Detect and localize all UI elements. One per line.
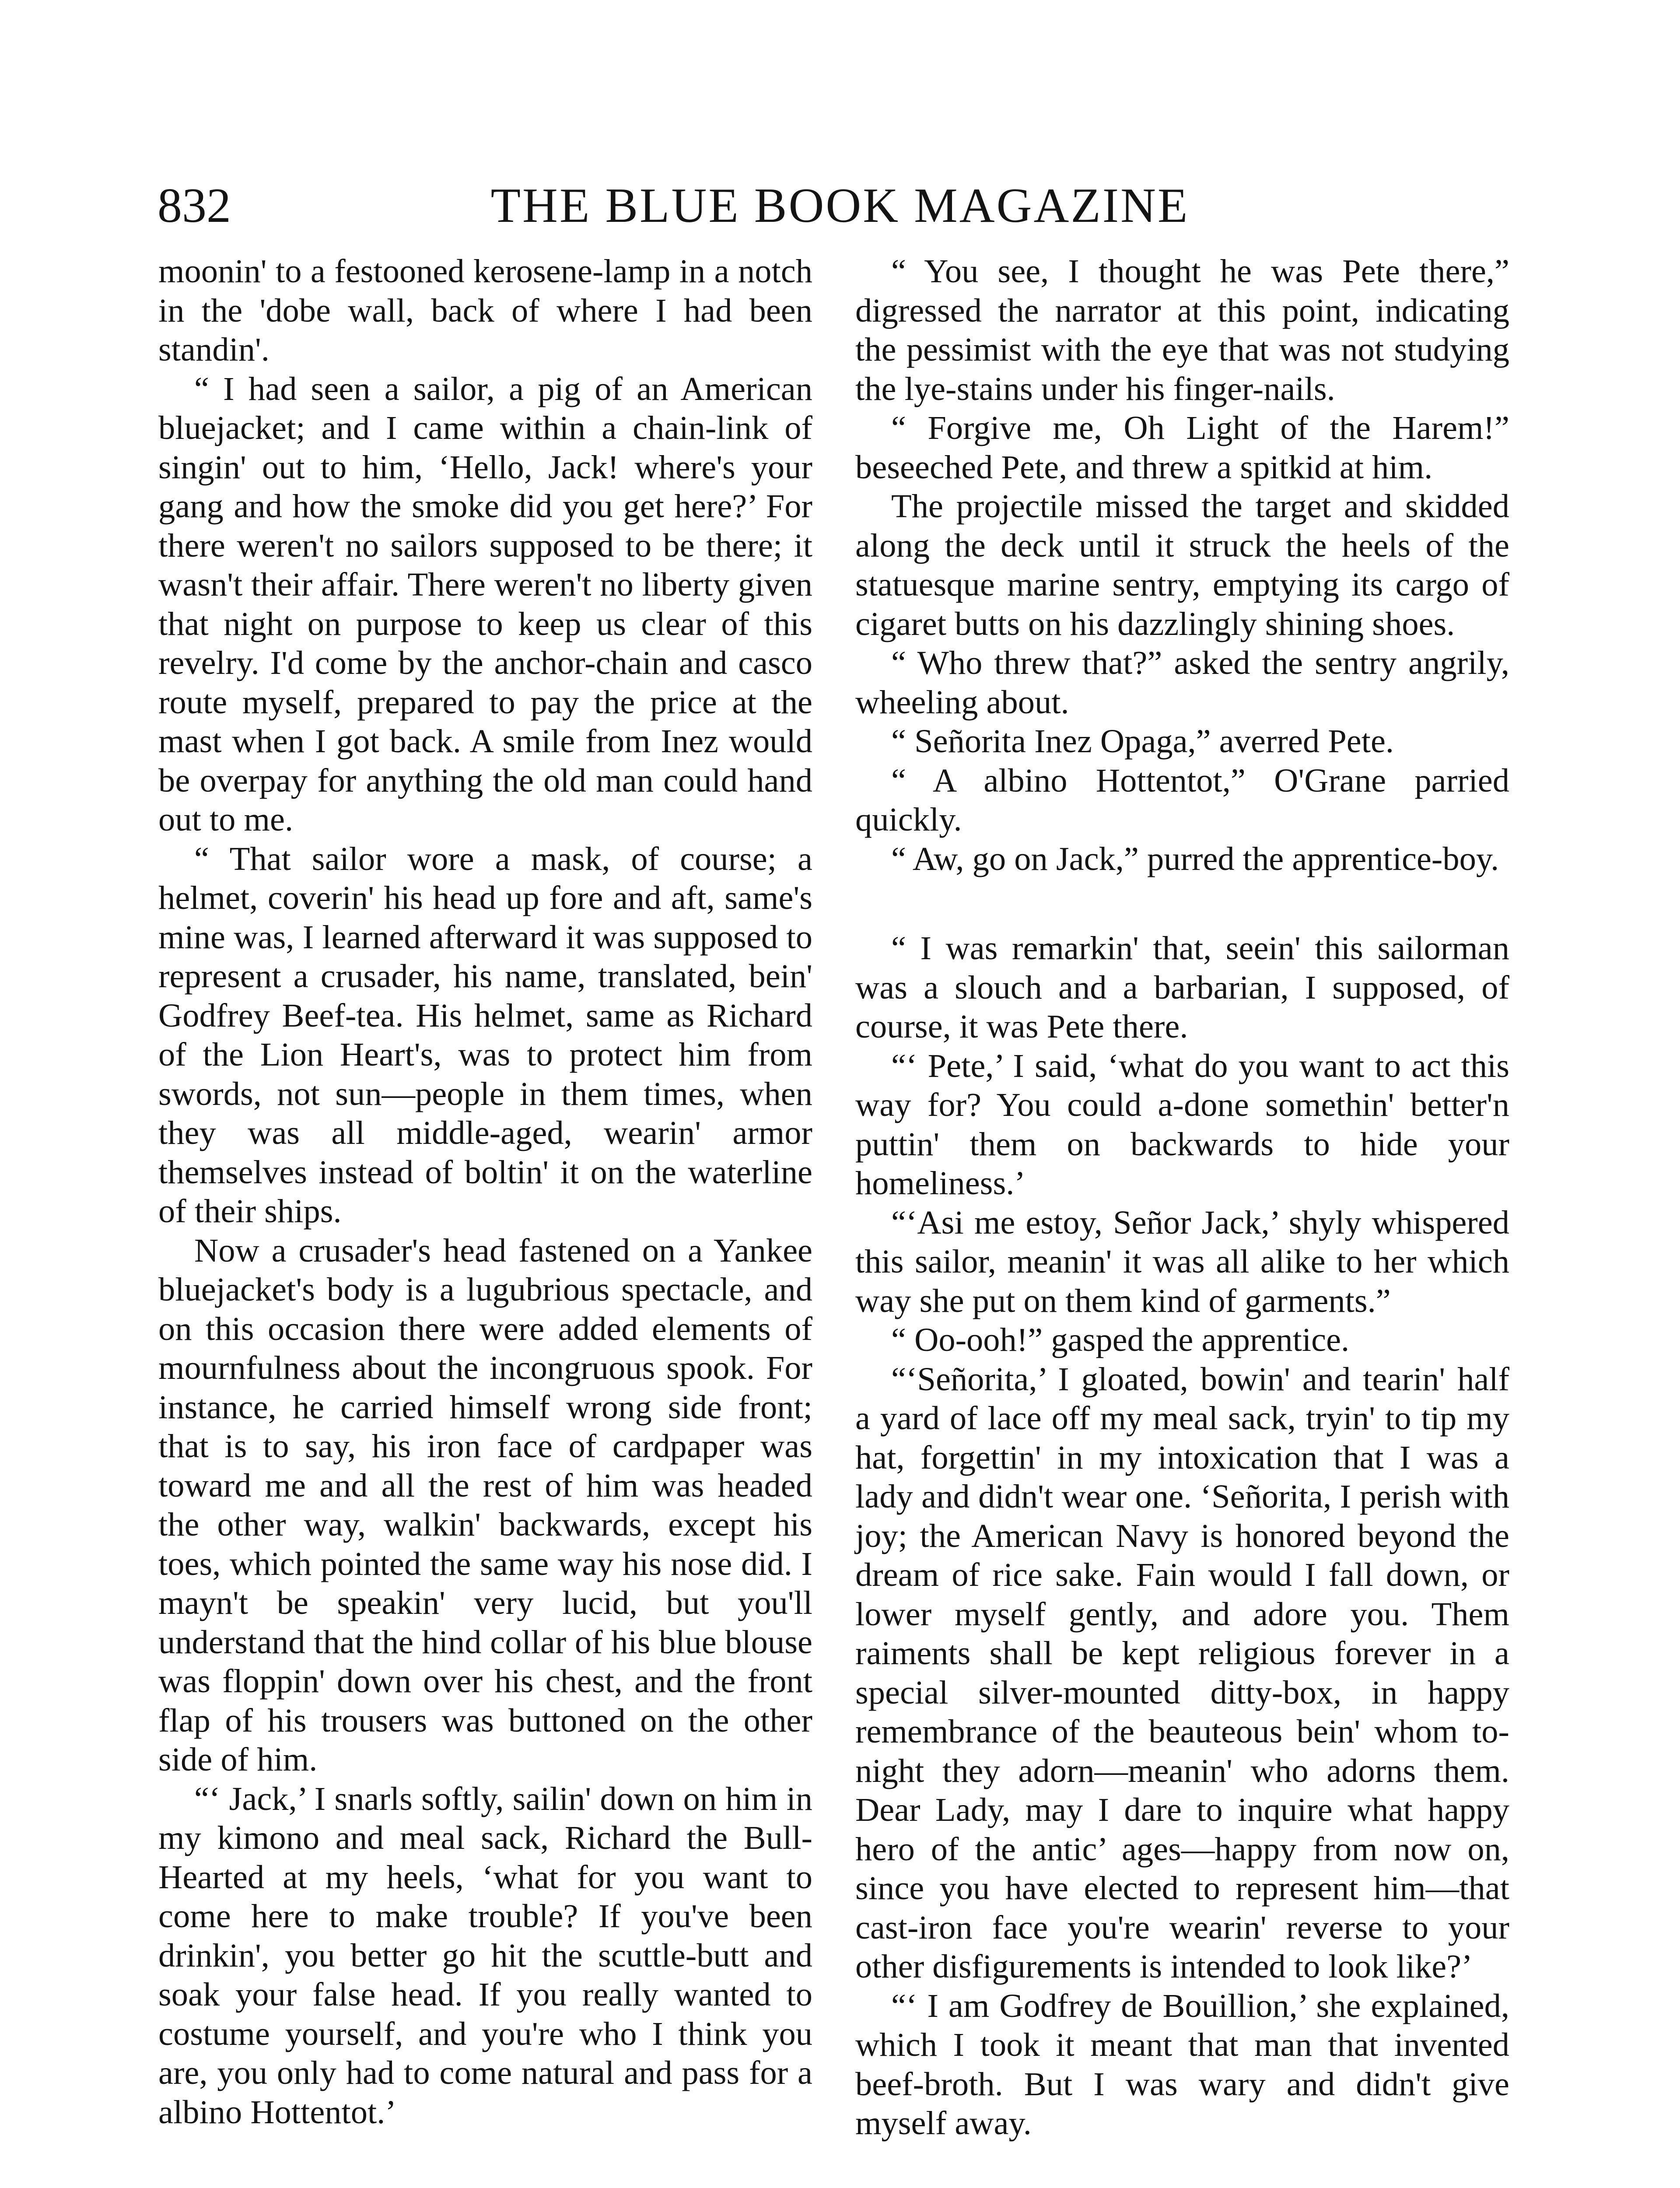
- paragraph: moonin' to a festooned kerosene-lamp in a notch in the 'dobe wall, back of where I had been standin'.: [158, 252, 812, 368]
- paragraph: Now a crusader's head fastened on a Yankee bluejacket's body is a lugubrious spectacle, and on this occasion there were added elements of mournfulness about the incongruous spook. For instance, he carried himself wrong side front; that is to say, his iron face of cardpaper was toward me and all the rest of him was headed the other way, walkin' backwards, except his toes, which pointed the same way his nose did. I mayn't be speakin' very lucid, but you'll understand that the hind collar of his blue blouse was floppin' down over his chest, and the front flap of his trousers was buttoned on the other side of him.: [158, 1231, 812, 1778]
- paragraph: “‘ Jack,’ I snarls softly, sailin' down on him in my kimono and meal sack, Richard the Bull-Hearted at my heels, ‘what for you want to come here to make trouble? If you've been drinkin', you better go hit the scuttle-butt and soak your false head. If you really wanted to costume yourself, and you're who I think you are, you only had to come natural and pass for a albino Hottentot.’: [158, 1780, 812, 2131]
- paragraph: “‘Asi me estoy, Señor Jack,’ shyly whispered this sailor, meanin' it was all alike to her which way she put on them kind of garments.”: [855, 1203, 1509, 1319]
- paragraph: “ Señorita Inez Opaga,” averred Pete.: [891, 722, 1394, 760]
- paragraph: “ Who threw that?” asked the sentry angrily, wheeling about.: [855, 644, 1509, 721]
- page-header: [158, 173, 1522, 238]
- paragraph: “‘ I am Godfrey de Bouillion,’ she explained, which I took it meant that man that invented beef-broth. But I was wary and didn't give myself away.: [855, 1987, 1509, 2142]
- paragraph: “ Oo-ooh!” gasped the apprentice.: [891, 1321, 1350, 1358]
- paragraph: “ I was remarkin' that, seein' this sailorman was a slouch and a barbarian, I supposed, of course, it was Pete there.: [855, 929, 1509, 1045]
- paragraph: “‘ Pete,’ I said, ‘what do you want to act this way for? You could a-done somethin' better'n puttin' them on backwards to hide your homeliness.’: [855, 1047, 1509, 1202]
- page-number: 832: [158, 179, 231, 233]
- section-break: [855, 878, 1509, 929]
- left-column: [158, 252, 812, 2132]
- paragraph: “ You see, I thought he was Pete there,” digressed the narrator at this point, indicating the pessimist with the eye that was not studying the lye-stains under his finger-nails.: [855, 252, 1509, 407]
- paragraph: “ Aw, go on Jack,” purred the apprentice-boy.: [891, 840, 1499, 877]
- paragraph: “‘Señorita,’ I gloated, bowin' and tearin' half a yard of lace off my meal sack, tryin' to tip my hat, forgettin' in my intoxication that I was a lady and didn't wear one. ‘Señorita, I perish with joy; the American Navy is honored beyond the dream of rice sake. Fain would I fall down, or lower myself gently, and adore you. Them raiments shall be kept religious forever in a special silver-mounted ditty-box, in happy remembrance of the beauteous bein' whom to-night they adorn—meanin' who adorns them. Dear Lady, may I dare to inquire what happy hero of the antic’ ages—happy from now on, since you have elected to represent him—that cast-iron face you're wearin' reverse to your other disfigurements is intended to look like?’: [855, 1360, 1509, 1985]
- paragraph: “ I had seen a sailor, a pig of an American bluejacket; and I came within a chain-link of singin' out to him, ‘Hello, Jack! where's your gang and how the smoke did you get here?’ For there weren't no sailors supposed to be there; it wasn't their affair. There weren't no liberty given that night on purpose to keep us clear of this revelry. I'd come by the anchor-chain and casco route myself, prepared to pay the price at the mast when I got back. A smile from Inez would be overpay for anything the old man could hand out to me.: [158, 370, 812, 838]
- paragraph: “ A albino Hottentot,” O'Grane parried quickly.: [855, 761, 1509, 838]
- paragraph: The projectile missed the target and skidded along the deck until it struck the heels of the statuesque marine sentry, emptying its cargo of cigaret butts on his dazzlingly shining shoes.: [855, 487, 1509, 642]
- paragraph: “ Forgive me, Oh Light of the Harem!” beseeched Pete, and threw a spitkid at him.: [855, 409, 1509, 486]
- paragraph: “ That sailor wore a mask, of course; a helmet, coverin' his head up fore and aft, same's mine was, I learned afterward it was supposed to represent a crusader, his name, translated, bein' Godfrey Beef-tea. His helmet, same as Richard of the Lion Heart's, was to protect him from swords, not sun—people in them times, when they was all middle-aged, wearin' armor themselves instead of boltin' it on the waterline of their ships.: [158, 840, 812, 1230]
- running-title: THE BLUE BOOK MAGAZINE: [490, 179, 1190, 233]
- right-column: [855, 252, 1509, 2143]
